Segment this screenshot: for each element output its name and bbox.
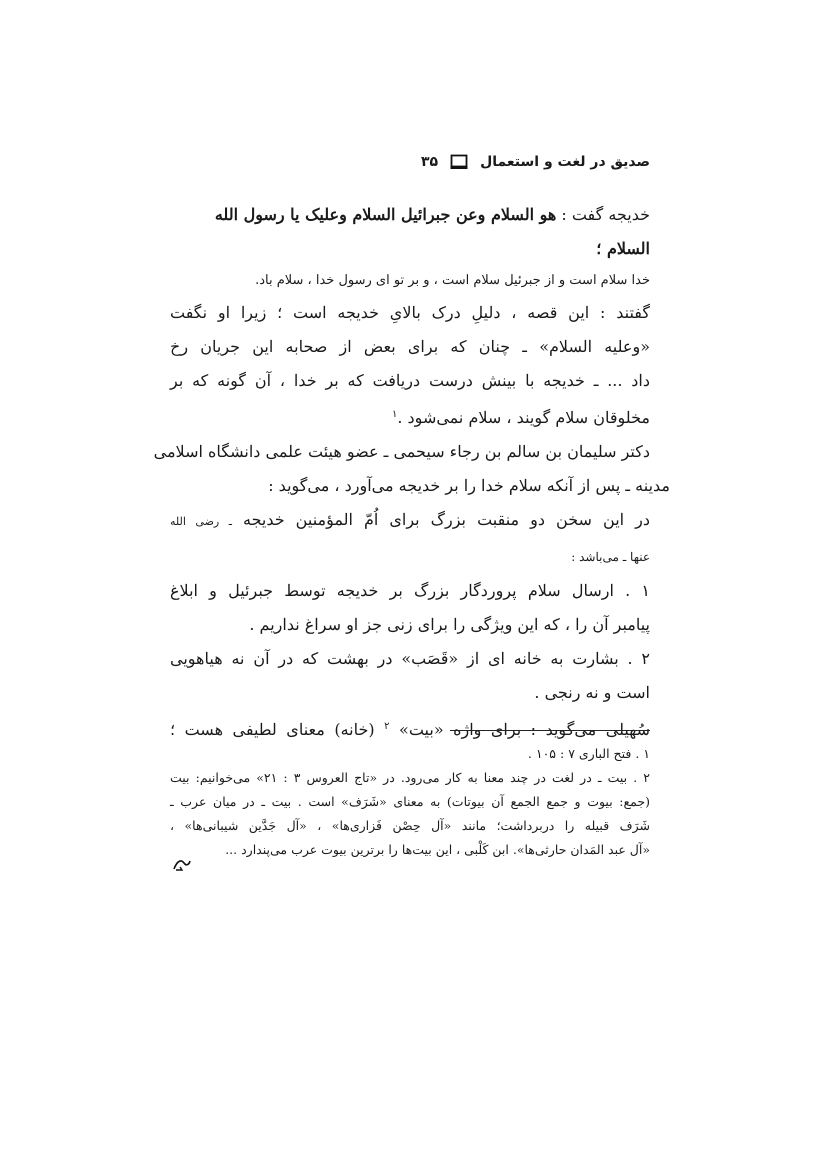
footnote-2-line: شَرَف قبیله را دربرداشت؛ مانند «آل حِصْن فَزاری‌ها» ، «آل جَدَّین شیبانی‌ها» ، bbox=[170, 818, 650, 833]
text-line: در این سخن دو منقبت بزرگ برای اُمّ المؤمنین خدیجه ـ رضی الله bbox=[170, 510, 650, 529]
text-line: خدیجه گفت : هو السلام وعن جبرائیل السلام وعلیک یا رسول الله bbox=[214, 205, 650, 224]
footnote-2-line: (جمع: بیوت و جمع الجمع آن بیوتات) به معنای «شَرَف» است . بیت ـ در میان عرب ـ bbox=[170, 794, 650, 809]
text-line: مدینه ـ پس از آنکه سلام خدا را بر خدیجه می‌آورد ، می‌گوید : bbox=[268, 476, 670, 495]
text-line: گفتند : این قصه ، دلیلِ درک بالایِ خدیجه است ؛ زیرا او نگفت bbox=[170, 303, 650, 322]
page-number: ۳۵ bbox=[421, 154, 439, 170]
continuation-ornament-icon bbox=[172, 857, 192, 877]
main-text bbox=[153, 198, 670, 747]
footnote-ref: ۱ bbox=[392, 409, 398, 420]
footnotes bbox=[170, 742, 650, 862]
footnote-ref: ۲ bbox=[384, 721, 390, 732]
running-header bbox=[170, 150, 650, 174]
text-line: عنها ـ می‌باشد : bbox=[571, 550, 650, 564]
text-line: السلام ؛ bbox=[596, 239, 650, 258]
text-line: ۱ . ارسال سلام پروردگار بزرگ بر خدیجه توسط جبرئیل و ابلاغ bbox=[170, 581, 650, 600]
footnote-2-line: «آل عبد المَدان حارثی‌ها». ابن کَلْبی ، این بیت‌ها را برترین بیوت عرب می‌پندارد ... bbox=[225, 842, 650, 857]
book-icon bbox=[450, 154, 468, 170]
text-line: است و نه رنجی . bbox=[534, 683, 650, 702]
text-line: داد ... ـ خدیجه با بینش درست دریافت که بر خدا ، آن گونه که بر bbox=[170, 371, 650, 390]
footnote-2-line: ۲ . بیت ـ در لغت در چند معنا به کار می‌رود. در «تاج العروس ۳ : ۲۱» می‌خوانیم: بیت bbox=[170, 770, 650, 785]
footnote-divider bbox=[450, 730, 650, 731]
text-line: مخلوقان سلام گویند ، سلام نمی‌شود .$^۱$ bbox=[392, 408, 650, 427]
footnote-1: ۱ . فتح الباری ۷ : ۱۰۵ . bbox=[527, 746, 650, 761]
text-line: ۲ . بشارت به خانه ای از «قَصَب» در بهشت که در آن نه هیاهویی bbox=[170, 649, 650, 668]
text-line: دکتر سلیمان بن سالم بن رجاء سیحمی ـ عضو هیئت علمی دانشگاه اسلامی bbox=[153, 442, 650, 461]
chapter-title: صدیق در لغت و استعمال bbox=[480, 154, 650, 170]
text-line: «وعلیه السلام» ـ چنان که برای بعض از صحابه این جریان رخ bbox=[170, 337, 650, 356]
text-line: پیامبر آن را ، که این ویژگی را برای زنی جز او سراغ نداریم . bbox=[249, 615, 650, 634]
text-line: سُهیلی می‌گوید : برای واژه «بیت» $^۲$ (خانه) معنای لطیفی هست ؛ bbox=[170, 720, 650, 739]
translation-line: خدا سلام است و از جبرئیل سلام است ، و بر تو ای رسول خدا ، سلام باد. bbox=[255, 273, 650, 288]
